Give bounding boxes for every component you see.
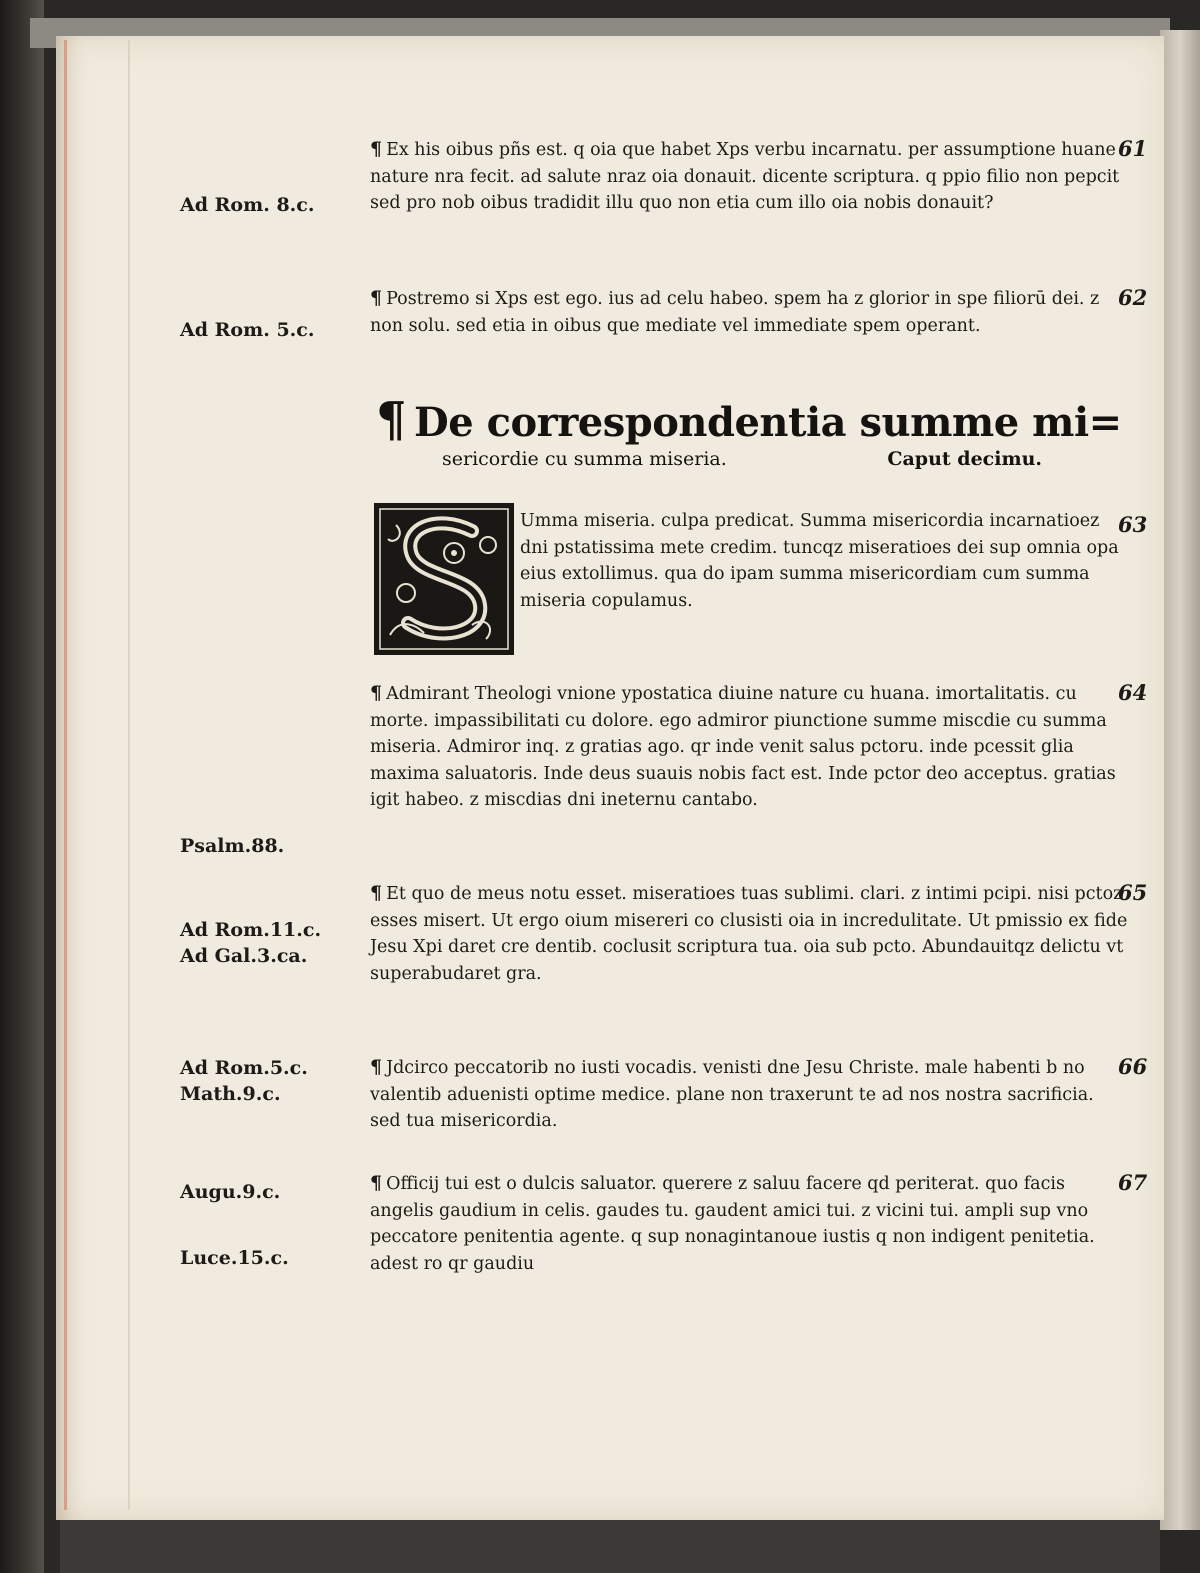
paragraph — [370, 1054, 1128, 1135]
margin-note: Ad Rom. 8.c. — [180, 194, 315, 216]
paragraph — [370, 880, 1128, 987]
paragraph-number: 63 — [1118, 512, 1148, 537]
pilcrow-icon: ¶ — [370, 287, 383, 309]
margin-note: Ad Rom.11.c. — [180, 919, 322, 941]
margin-note: Ad Rom.5.c. — [180, 1057, 308, 1079]
pilcrow-icon: ¶ — [370, 882, 383, 904]
paragraph-number: 67 — [1118, 1170, 1148, 1195]
pilcrow-icon: ¶ — [370, 1056, 383, 1078]
paragraph-text: Umma miseria. culpa predicat. Summa misericordia incarnatioez dni pstatissima mete credim. tuncqz miseratioes dei sup omnia opa eius extollimus. qua do ipam summa misericordiam cum summa miseria copulamus. — [520, 511, 1119, 611]
paragraph-text: Ex his oibus pñs est. q oia que habet Xps verbu incarnatu. per assumptione huane nature nra fecit. ad salute nraz oia donauit. dicente scriptura. q ppio filio non pepcit sed pro nob oibus tradidit illu quo non etia cum illo oia nobis donauit? — [370, 140, 1120, 213]
book-binding-left — [0, 0, 44, 1573]
chapter-title-continued: sericordie cu summa miseria. — [442, 448, 727, 470]
paragraph-number: 62 — [1118, 285, 1148, 310]
paragraph-text: Officij tui est o dulcis saluator. querere z saluu facere qd periterat. quo facis angelis gaudium in celis. gaudes tu. gaudent amici tui. z vicini tui. ampli sup vno peccatore penitentia agente. q sup nonagintanoue iustis q non indigent penitetia. adest ro qr gaudiu — [370, 1174, 1095, 1274]
paragraph — [370, 680, 1128, 814]
page-edge — [64, 40, 67, 1510]
paragraph-number: 61 — [1118, 136, 1148, 161]
margin-note: Ad Gal.3.ca. — [180, 945, 308, 967]
margin-note: Math.9.c. — [180, 1083, 281, 1105]
margin-note: Psalm.88. — [180, 835, 285, 857]
chapter-title: ¶ De correspondentia summe mi= — [376, 392, 1122, 448]
margin-note: Augu.9.c. — [180, 1181, 281, 1203]
book-board-bottom — [60, 1515, 1160, 1573]
chapter-heading — [376, 392, 1136, 470]
paragraph — [370, 136, 1128, 217]
paragraph — [520, 508, 1124, 614]
decorated-initial-s — [374, 503, 514, 655]
gutter-line — [128, 40, 130, 1510]
margin-note: Ad Rom. 5.c. — [180, 319, 315, 341]
paragraph-number: 64 — [1118, 680, 1148, 705]
chapter-subtitle — [442, 448, 1042, 470]
pilcrow-icon: ¶ — [370, 682, 383, 704]
book-binding-right — [1160, 30, 1200, 1530]
pilcrow-icon: ¶ — [376, 392, 407, 448]
paragraph-text: Postremo si Xps est ego. ius ad celu habeo. spem ha z glorior in spe filiorū dei. z non solu. sed etia in oibus que mediate vel immediate spem operant. — [370, 289, 1100, 336]
margin-note: Luce.15.c. — [180, 1247, 289, 1269]
paragraph — [370, 1170, 1128, 1277]
pilcrow-icon: ¶ — [370, 138, 383, 160]
paragraph-number: 65 — [1118, 880, 1148, 905]
paragraph-number: 66 — [1118, 1054, 1148, 1079]
paragraph — [370, 285, 1128, 339]
pilcrow-icon: ¶ — [370, 1172, 383, 1194]
paragraph-text: Admirant Theologi vnione ypostatica diuine nature cu huana. imortalitatis. cu morte. impassibilitati cu dolore. ego admiror piunctione summe miscdie cu summa miseria. Admiror inq. z gratias ago. qr inde venit salus pctoru. inde pcessit glia maxima saluatoris. Inde deus suauis nobis fact est. Inde pctor deo acceptus. gratias igit habeo. z miscdias dni ineternu cantabo. — [370, 684, 1116, 810]
paragraph-text: Jdcirco peccatorib no iusti vocadis. venisti dne Jesu Christe. male habenti b no valentib aduenisti optime medice. plane non traxerunt te ad nos nostra sacrificia. sed tua misericordia. — [370, 1058, 1094, 1131]
chapter-number: Caput decimu. — [887, 448, 1042, 470]
paragraph-text: Et quo de meus notu esset. miseratioes tuas sublimi. clari. z intimi pcipi. nisi pctoz esses misert. Ut ergo oium misereri co clusisti oia in incredulitate. Ut pmissio ex fide Jesu Xpi daret cre dentib. coclusit scriptura tua. oia sub pcto. Abundauitqz delictu vt superabudaret gra. — [370, 884, 1128, 984]
